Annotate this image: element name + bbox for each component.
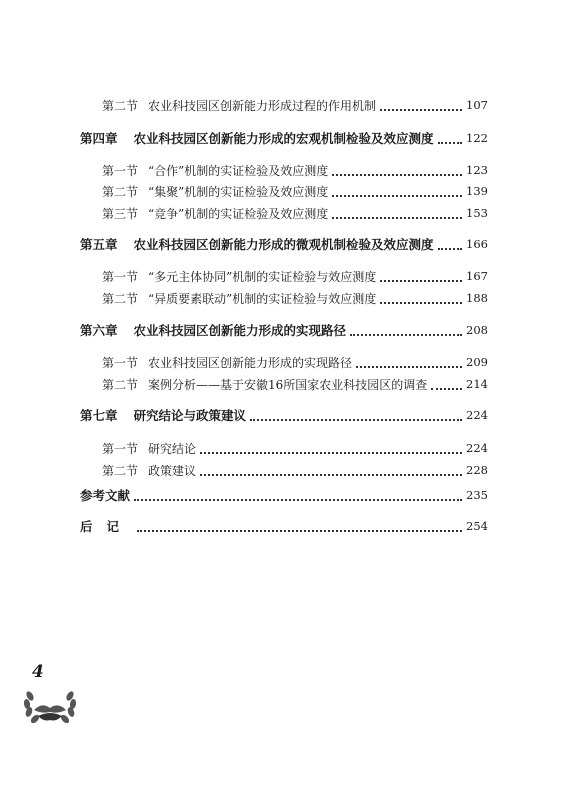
page-folio: 4 (32, 662, 44, 682)
section-title: “竞争”机制的实证检验及效应测度 (148, 206, 329, 221)
toc-chapter (0, 405, 562, 425)
toc-afterword (0, 516, 562, 536)
dot-leader (380, 108, 462, 111)
chapter-number: 第五章 (80, 237, 118, 252)
wheat-wreath-emblem-icon (20, 682, 80, 728)
dot-leader (200, 451, 462, 454)
page-number: 224 (466, 408, 488, 422)
toc-entry (0, 288, 562, 308)
section-title: “异质要素联动”机制的实证检验与效应测度 (148, 291, 377, 306)
toc-entry (0, 95, 562, 115)
section-title: “集聚”机制的实证检验及效应测度 (148, 184, 329, 199)
page-number: 166 (466, 237, 488, 251)
chapter-number: 第六章 (80, 323, 118, 338)
toc-references (0, 485, 562, 505)
section-number: 第二节 (102, 98, 139, 113)
page-number: 228 (466, 463, 488, 477)
page-number: 123 (466, 163, 488, 177)
dot-leader (380, 301, 462, 304)
dot-leader (438, 141, 463, 144)
section-title: 农业科技园区创新能力形成过程的作用机制 (148, 98, 377, 113)
chapter-title: 农业科技园区创新能力形成的实现路径 (133, 323, 347, 338)
chapter-title: 农业科技园区创新能力形成的宏观机制检验及效应测度 (133, 131, 434, 146)
section-title: 政策建议 (148, 463, 197, 478)
page-number: 188 (466, 291, 488, 305)
section-number: 第二节 (102, 377, 139, 392)
section-number: 第二节 (102, 184, 139, 199)
page-number: 107 (466, 98, 488, 112)
dot-leader (332, 173, 462, 176)
dot-leader (350, 333, 462, 336)
chapter-title: 农业科技园区创新能力形成的微观机制检验及效应测度 (133, 237, 434, 252)
toc-entry (0, 460, 562, 480)
page-number: 139 (466, 184, 488, 198)
section-title: “多元主体协同”机制的实证检验与效应测度 (148, 269, 377, 284)
chapter-title: 研究结论与政策建议 (133, 408, 247, 423)
dot-leader (431, 387, 462, 390)
section-title: “合作”机制的实证检验及效应测度 (148, 163, 329, 178)
page-number: 214 (466, 377, 488, 391)
toc-chapter (0, 320, 562, 340)
chapter-number: 第七章 (80, 408, 118, 423)
toc-chapter (0, 234, 562, 254)
toc-chapter (0, 128, 562, 148)
toc-entry (0, 374, 562, 394)
section-number: 第一节 (102, 441, 139, 456)
toc-entry (0, 438, 562, 458)
page-number: 153 (466, 206, 488, 220)
toc-entry (0, 266, 562, 286)
dot-leader (137, 529, 462, 532)
page-number: 224 (466, 441, 488, 455)
section-title: 研究结论 (148, 441, 197, 456)
page-number: 167 (466, 269, 488, 283)
dot-leader (438, 247, 463, 250)
section-title: 农业科技园区创新能力形成的实现路径 (148, 355, 353, 370)
section-number: 第二节 (102, 291, 139, 306)
section-number: 第一节 (102, 163, 139, 178)
dot-leader (332, 216, 462, 219)
dot-leader (250, 418, 462, 421)
toc-entry (0, 160, 562, 180)
page-number: 235 (466, 488, 488, 502)
section-number: 第一节 (102, 269, 139, 284)
toc-entry (0, 203, 562, 223)
dot-leader (356, 365, 462, 368)
dot-leader (332, 194, 462, 197)
page-number: 122 (466, 131, 488, 145)
dot-leader (380, 279, 462, 282)
dot-leader (200, 473, 462, 476)
toc-entry (0, 352, 562, 372)
page-number: 208 (466, 323, 488, 337)
afterword-heading: 后记 (80, 519, 134, 534)
toc-entry (0, 181, 562, 201)
section-number: 第三节 (102, 206, 139, 221)
page-number: 254 (466, 519, 488, 533)
page-number: 209 (466, 355, 488, 369)
references-heading: 参考文献 (80, 488, 131, 503)
section-number: 第二节 (102, 463, 139, 478)
section-number: 第一节 (102, 355, 139, 370)
chapter-number: 第四章 (80, 131, 118, 146)
section-title: 案例分析——基于安徽16所国家农业科技园区的调查 (148, 377, 428, 392)
dot-leader (134, 498, 462, 501)
